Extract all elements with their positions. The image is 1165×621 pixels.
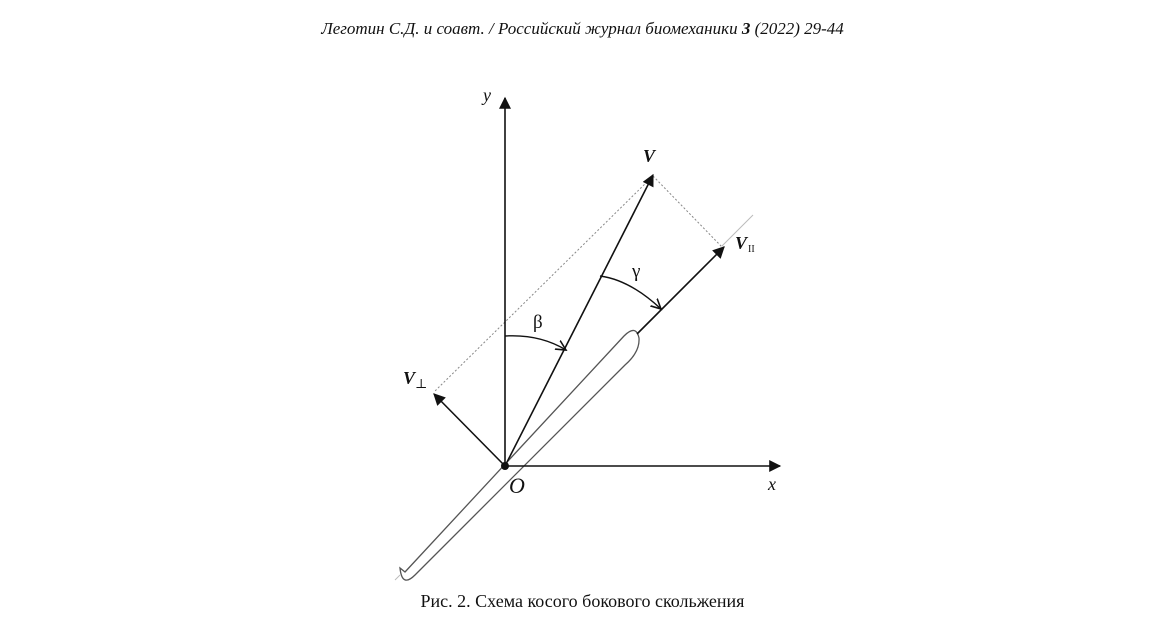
vector-v <box>505 175 653 466</box>
header-authors: Леготин С.Д. и соавт. / Российский журнал биомеханики <box>321 19 742 38</box>
vector-perp-subscript: ⊥ <box>415 376 428 391</box>
origin-point <box>501 462 509 470</box>
vector-v-perp <box>434 394 505 466</box>
vector-par-symbol: V <box>735 233 748 253</box>
vector-v-parallel <box>637 247 724 334</box>
vector-v-label: V <box>643 146 656 166</box>
dashed-guide-top <box>653 176 722 247</box>
angle-beta-arc <box>505 336 566 350</box>
header-volume: 3 <box>741 19 751 38</box>
vector-perp-symbol: V <box>403 368 416 388</box>
angle-gamma-label: γ <box>632 261 641 282</box>
angle-gamma-arc <box>600 276 661 309</box>
origin-label: O <box>509 473 525 498</box>
header-tail: (2022) 29-44 <box>750 19 844 38</box>
angle-beta-label: β <box>533 312 543 333</box>
figure-caption: Рис. 2. Схема косого бокового скольжения <box>420 591 745 611</box>
vector-par-label <box>735 233 755 255</box>
y-axis-label: y <box>483 85 491 105</box>
ski-tip-line <box>395 575 400 580</box>
x-axis-label: x <box>768 474 776 494</box>
vector-par-subscript: II <box>748 244 755 255</box>
vector-perp-label <box>403 368 427 391</box>
ski-shape <box>400 330 639 580</box>
